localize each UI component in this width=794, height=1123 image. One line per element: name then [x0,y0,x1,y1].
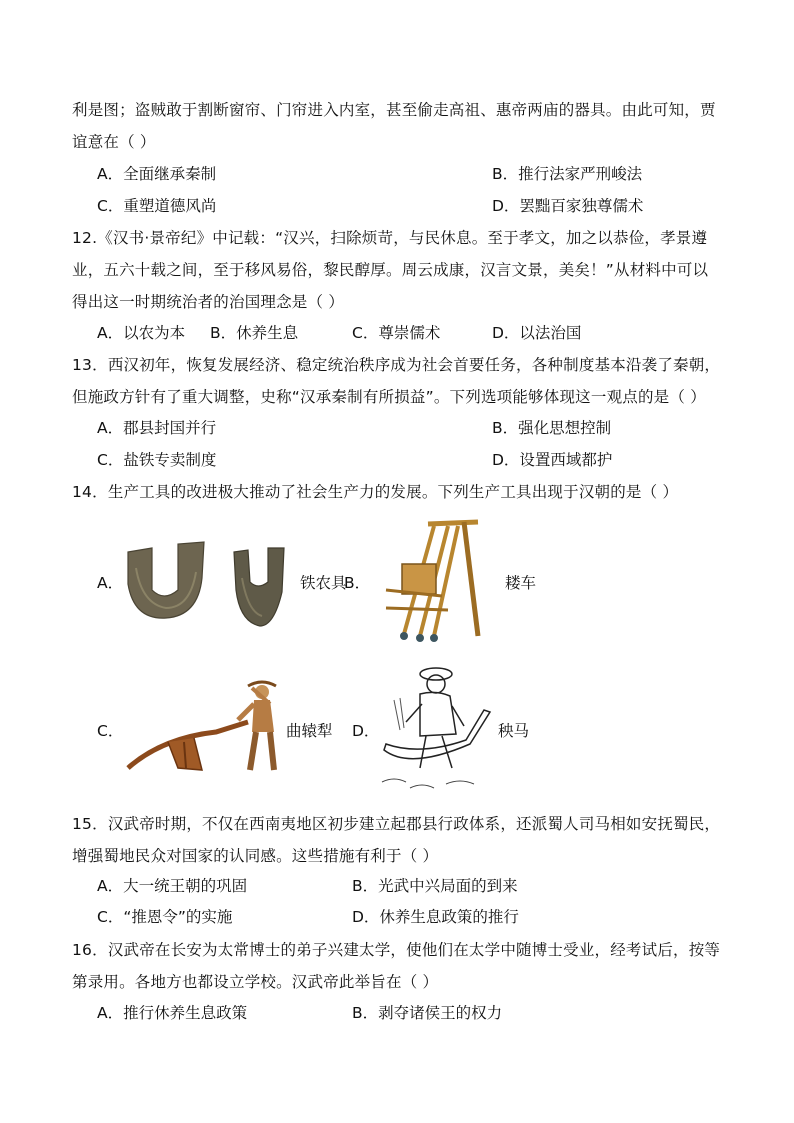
q13-option-a[interactable]: A．郡县封国并行 [97,419,217,437]
q14-option-b-caption: 耧车 [505,574,537,592]
seed-drill-image [378,518,486,646]
q15-option-b[interactable]: B．光武中兴局面的到来 [352,877,518,895]
q15-text-line1: 15．汉武帝时期，不仅在西南夷地区初步建立起郡县行政体系，还派蜀人司马相如安抚蜀民， [72,815,721,833]
q13-option-d[interactable]: D．设置西域都护 [492,451,613,469]
q16-text-line2: 第录用。各地方也都设立学校。汉武帝此举旨在（ ） [72,973,439,991]
q16-option-b[interactable]: B．剥夺诸侯王的权力 [352,1004,503,1022]
iron-farm-tools-image [122,538,300,630]
q11-option-d[interactable]: D．罢黜百家独尊儒术 [492,197,644,215]
q12-text-line2: 业，五六十载之间，至于移风易俗，黎民醇厚。周云成康，汉言文景，美矣！”从材料中可以 [72,261,709,279]
q13-option-c[interactable]: C．盐铁专卖制度 [97,451,217,469]
q15-text-line2: 增强蜀地民众对国家的认同感。这些措施有利于（ ） [72,847,439,865]
q14-text-line1: 14．生产工具的改进极大推动了社会生产力的发展。下列生产工具出现于汉朝的是（ ） [72,483,679,501]
q12-option-a[interactable]: A．以农为本 [97,324,186,342]
curved-shaft-plow-image [124,680,284,774]
q13-text-line1: 13．西汉初年，恢复发展经济、稳定统治秩序成为社会首要任务，各种制度基本沿袭了秦朝， [72,356,721,374]
q12-option-b[interactable]: B．休养生息 [210,324,299,342]
q14-option-b-label[interactable]: B． [344,574,371,592]
q11-option-b[interactable]: B．推行法家严刑峻法 [492,165,643,183]
q14-option-a-caption: 铁农具 [300,574,347,592]
q15-option-a[interactable]: A．大一统王朝的巩固 [97,877,248,895]
q12-text-line1: 12.《汉书·景帝纪》中记载：“汉兴，扫除烦苛，与民休息。至于孝文，加之以恭俭，孝景遵 [72,229,708,247]
q13-option-b[interactable]: B．强化思想控制 [492,419,612,437]
q11-text-line1: 利是图；盗贼敢于割断窗帘、门帘进入内室，甚至偷走高祖、惠帝两庙的器具。由此可知，贾 [72,101,716,119]
q12-option-d[interactable]: D．以法治国 [492,324,582,342]
q14-option-c-caption: 曲辕犁 [286,722,333,740]
q11-text-line2: 谊意在（ ） [72,133,156,151]
q12-option-c[interactable]: C．尊崇儒术 [352,324,441,342]
q13-text-line2: 但施政方针有了重大调整，史称“汉承秦制有所损益”。下列选项能够体现这一观点的是（ ） [72,388,706,406]
q14-option-c-label[interactable]: C． [97,722,124,740]
q15-option-d[interactable]: D．休养生息政策的推行 [352,908,519,926]
q14-option-d-label[interactable]: D． [352,722,380,740]
q16-text-line1: 16．汉武帝在长安为太常博士的弟子兴建太学，使他们在太学中随博士受业，经考试后，按等 [72,941,721,959]
q15-option-c[interactable]: C．“推恩令”的实施 [97,908,233,926]
q11-option-a[interactable]: A．全面继承秦制 [97,165,217,183]
q11-option-c[interactable]: C．重塑道德风尚 [97,197,217,215]
q14-option-a-label[interactable]: A． [97,574,124,592]
q16-option-a[interactable]: A．推行休养生息政策 [97,1004,248,1022]
q14-option-d-caption: 秧马 [498,722,530,740]
q12-text-line3: 得出这一时期统治者的治国理念是（ ） [72,293,345,311]
rice-seedling-horse-image [380,660,496,800]
